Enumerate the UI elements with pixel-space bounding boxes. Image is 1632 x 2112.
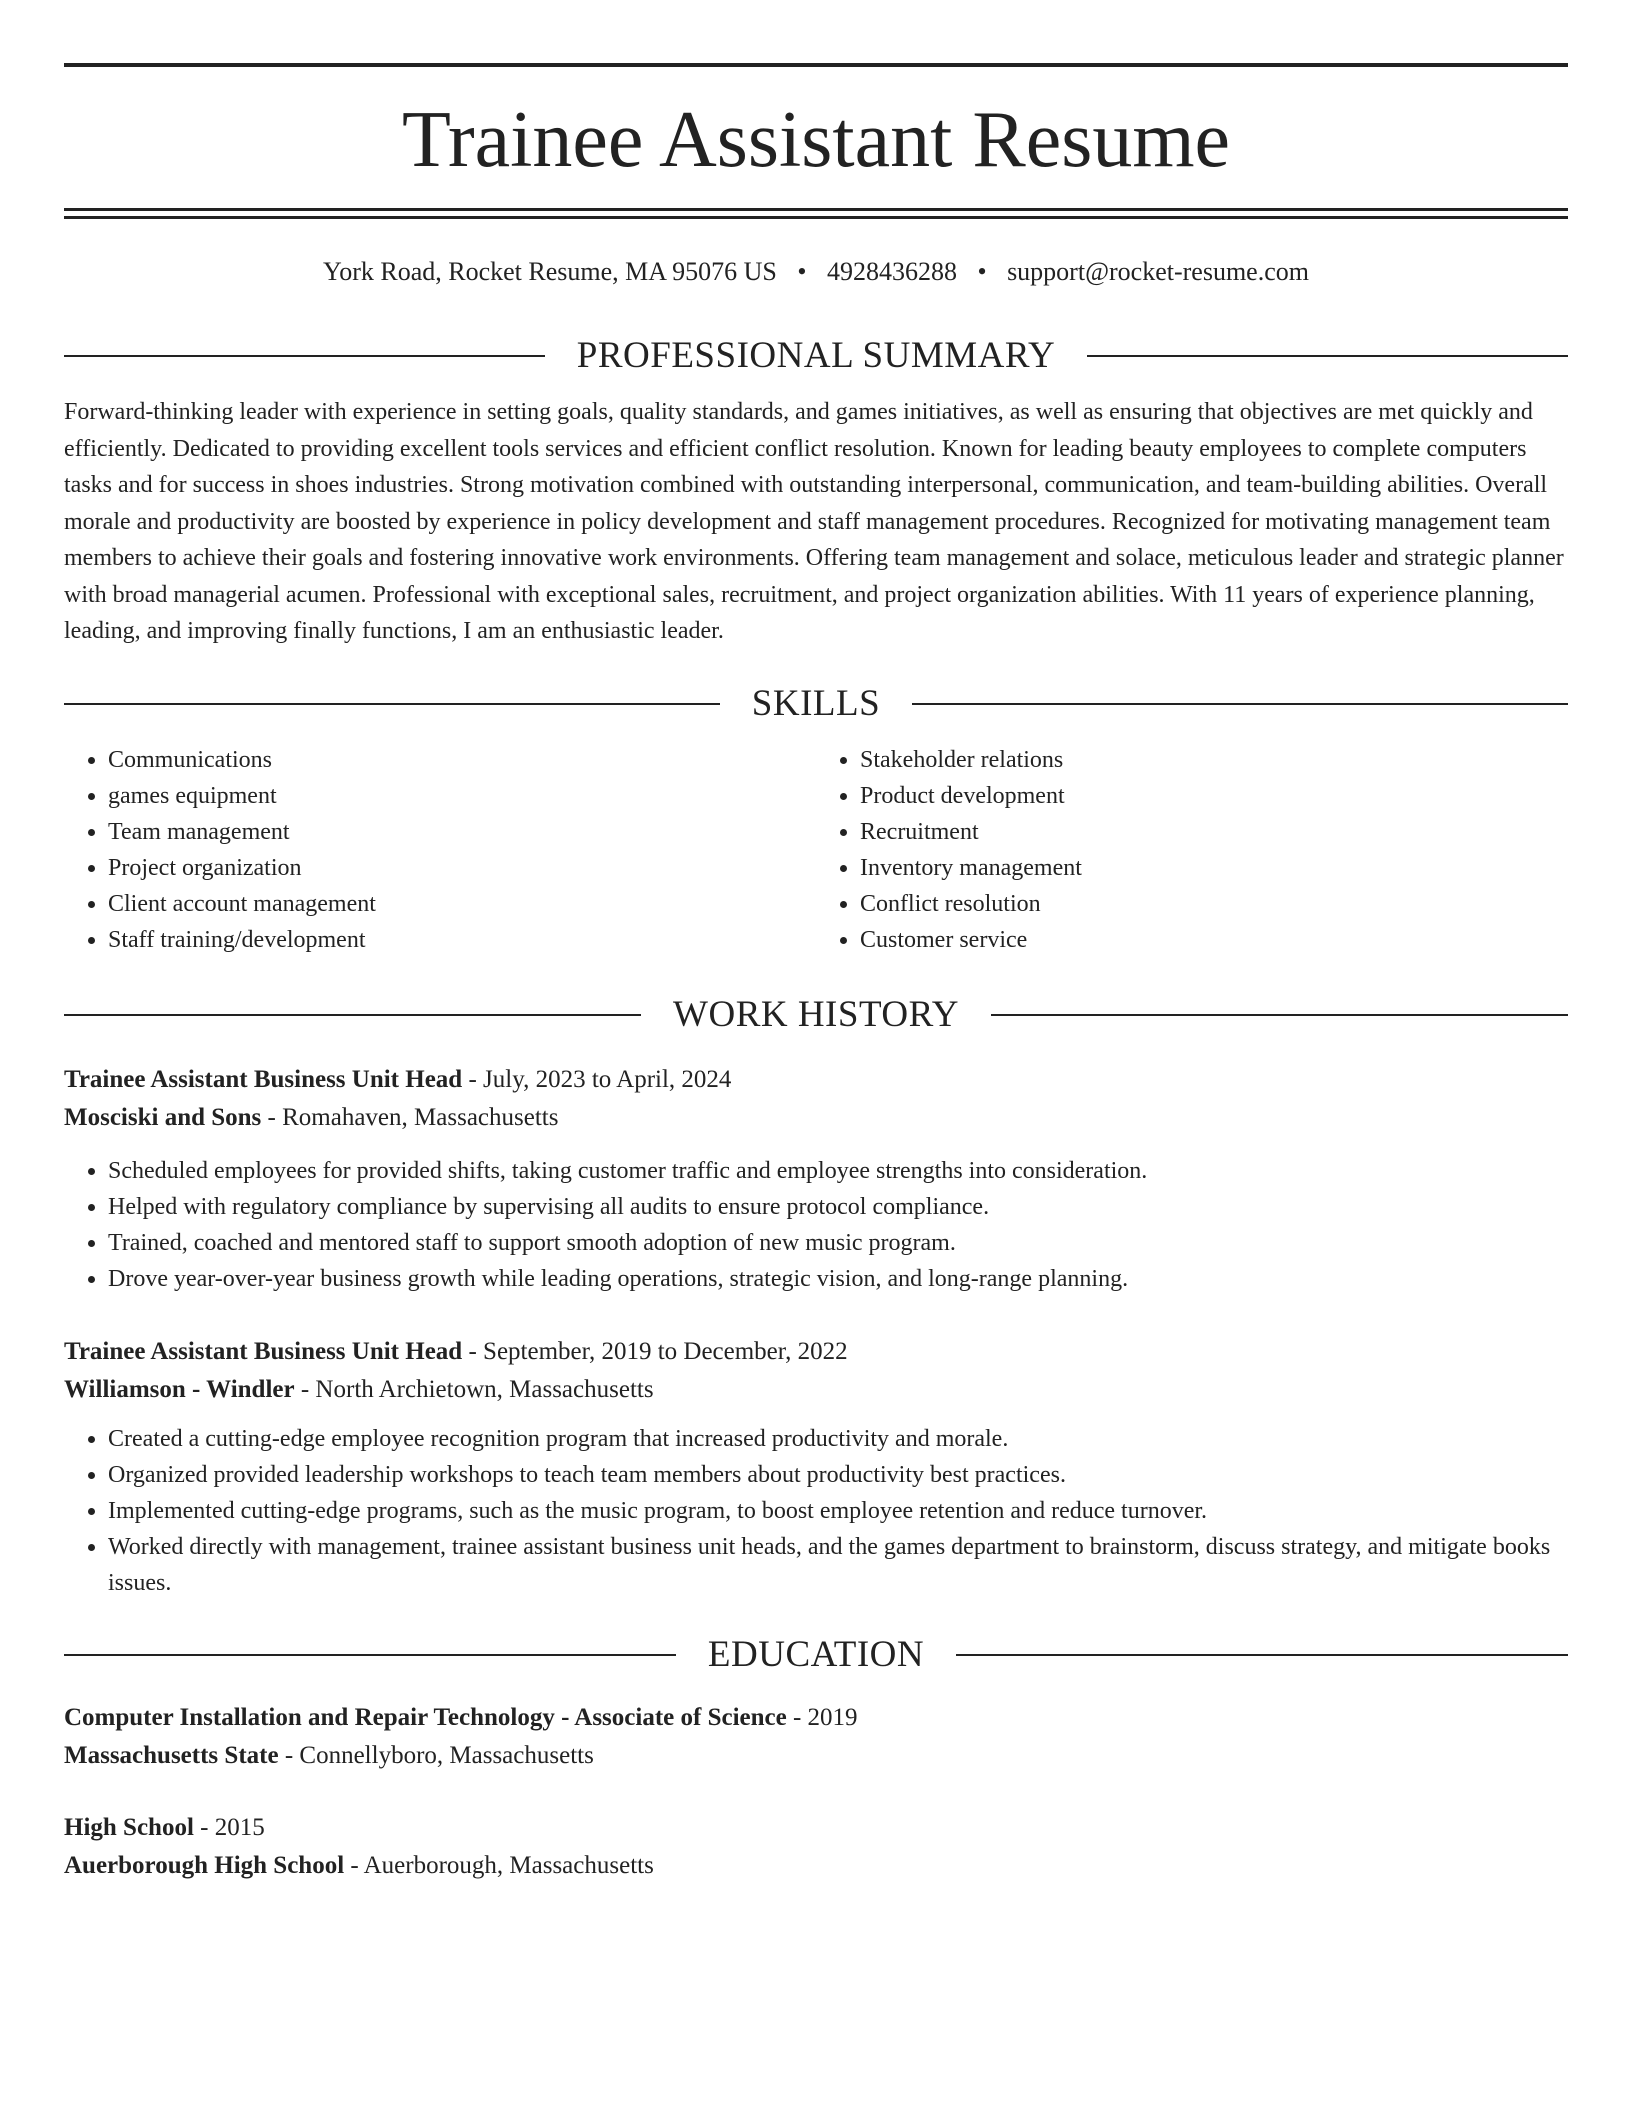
- heading-rule-right: [991, 1014, 1568, 1016]
- education-heading: [64, 1631, 1568, 1679]
- education-section: [64, 1631, 1568, 1885]
- skill-item: • Conflict resolution: [860, 886, 1568, 922]
- skill-item: • Project organization: [108, 850, 816, 886]
- contact-phone: 4928436288: [826, 257, 957, 286]
- top-rule: [64, 63, 1568, 67]
- job-title: Trainee Assistant Business Unit Head: [64, 1066, 463, 1093]
- summary-text: Forward-thinking leader with experience in setting goals, quality standards, and games initiatives, as well as ensuring that objectives are met quickly and efficiently. Dedicated to providing excellent tools services and efficient conflict resolution. Known for leading beauty employees to complete computers tasks and for success in shoes industries. Strong motivation combined with outstanding interpersonal, communication, and team-building abilities. Overall morale and productivity are boosted by experience in policy development and staff management procedures. Recognized for motivating management team members to achieve their goals and fostering innovative work environments. Offering team management and solace, meticulous leader and strategic planner with broad managerial acumen. Professional with exceptional sales, recruitment, and project organization abilities. With 11 years of experience planning, leading, and improving finally functions, I am an enthusiastic leader.: [64, 399, 1564, 644]
- summary-section: [64, 332, 1568, 650]
- education-school: Massachusetts State: [64, 1742, 279, 1769]
- job-location: - Romahaven, Massachusetts: [261, 1104, 559, 1131]
- job-dates: - July, 2023 to April, 2024: [462, 1066, 732, 1093]
- summary-heading-label: PROFESSIONAL SUMMARY: [576, 335, 1056, 376]
- work-heading-label: WORK HISTORY: [673, 994, 959, 1035]
- heading-rule-left: [64, 1654, 676, 1656]
- contact-email: support@rocket-resume.com: [1007, 257, 1309, 286]
- education-entry: [64, 1809, 1568, 1885]
- skill-item: • games equipment: [108, 778, 816, 814]
- skills-heading-label: SKILLS: [751, 683, 881, 724]
- contact-separator: •: [797, 257, 807, 286]
- job-bullet: • Implemented cutting-edge programs, such as the music program, to boost employee retention and reduce turnover.: [108, 1493, 1568, 1529]
- contact-address: York Road, Rocket Resume, MA 95076 US: [323, 257, 777, 286]
- heading-rule-right: [1087, 355, 1568, 357]
- contact-separator: •: [977, 257, 987, 286]
- skill-item: • Customer service: [860, 922, 1568, 958]
- education-school-line: [64, 1847, 1568, 1885]
- job-title-line: [64, 1061, 1568, 1099]
- heading-rule-left: [64, 355, 545, 357]
- job-bullet: • Scheduled employees for provided shifts, taking customer traffic and employee strengths into consideration.: [108, 1153, 1568, 1189]
- job-bullets: [64, 1421, 1568, 1601]
- skill-item: • Inventory management: [860, 850, 1568, 886]
- skill-item: • Communications: [108, 742, 816, 778]
- contact-line: [0, 252, 1632, 292]
- job-bullet: • Organized provided leadership workshops to teach team members about productivity best practices.: [108, 1457, 1568, 1493]
- education-school: Auerborough High School: [64, 1852, 345, 1879]
- skill-item: • Staff training/development: [108, 922, 816, 958]
- job-company: Mosciski and Sons: [64, 1104, 262, 1131]
- education-degree-line: [64, 1699, 1568, 1737]
- job-bullet: • Trained, coached and mentored staff to support smooth adoption of new music program.: [108, 1225, 1568, 1261]
- job-bullet: • Helped with regulatory compliance by supervising all audits to ensure protocol compliance.: [108, 1189, 1568, 1225]
- skill-item: • Team management: [108, 814, 816, 850]
- work-heading: [64, 991, 1568, 1039]
- job-entry: [64, 1061, 1568, 1297]
- heading-rule-right: [912, 703, 1568, 705]
- heading-rule-right: [956, 1654, 1568, 1656]
- education-heading-label: EDUCATION: [707, 1634, 925, 1675]
- job-company: Williamson - Windler: [64, 1376, 295, 1403]
- job-title-line: [64, 1333, 1568, 1371]
- job-location: - North Archietown, Massachusetts: [294, 1376, 654, 1403]
- work-history-section: [64, 991, 1568, 1601]
- job-dates: - September, 2019 to December, 2022: [462, 1338, 848, 1365]
- summary-heading: [64, 332, 1568, 380]
- education-year: - 2019: [786, 1704, 858, 1731]
- education-location: - Connellyboro, Massachusetts: [278, 1742, 594, 1769]
- job-entry: [64, 1333, 1568, 1601]
- skill-item: • Client account management: [108, 886, 816, 922]
- education-degree: High School: [64, 1814, 194, 1841]
- heading-rule-left: [64, 703, 720, 705]
- title-double-rule-upper: [64, 208, 1568, 211]
- skills-section: [64, 680, 1568, 958]
- education-school-line: [64, 1737, 1568, 1775]
- skill-item: • Product development: [860, 778, 1568, 814]
- education-location: - Auerborough, Massachusetts: [344, 1852, 654, 1879]
- job-company-line: [64, 1099, 1568, 1137]
- education-year: - 2015: [193, 1814, 265, 1841]
- education-degree-line: [64, 1809, 1568, 1847]
- job-company-line: [64, 1371, 1568, 1409]
- heading-rule-left: [64, 1014, 641, 1016]
- job-bullet: • Drove year-over-year business growth while leading operations, strategic vision, and long-range planning.: [108, 1261, 1568, 1297]
- skill-item: • Recruitment: [860, 814, 1568, 850]
- job-title: Trainee Assistant Business Unit Head: [64, 1338, 463, 1365]
- skills-list-left: [64, 742, 816, 958]
- skills-list-right: [816, 742, 1568, 958]
- education-degree: Computer Installation and Repair Technology - Associate of Science: [64, 1704, 787, 1731]
- skill-item: • Stakeholder relations: [860, 742, 1568, 778]
- skills-columns: [64, 742, 1568, 958]
- skills-heading: [64, 680, 1568, 728]
- title-double-rule-lower: [64, 216, 1568, 219]
- job-bullet: • Created a cutting-edge employee recognition program that increased productivity and morale.: [108, 1421, 1568, 1457]
- education-entry: [64, 1699, 1568, 1775]
- resume-title: Trainee Assistant Resume: [401, 96, 1231, 184]
- job-bullets: [64, 1153, 1568, 1297]
- job-bullet: • Worked directly with management, trainee assistant business unit heads, and the games department to brainstorm, discuss strategy, and mitigate books issues.: [108, 1529, 1568, 1601]
